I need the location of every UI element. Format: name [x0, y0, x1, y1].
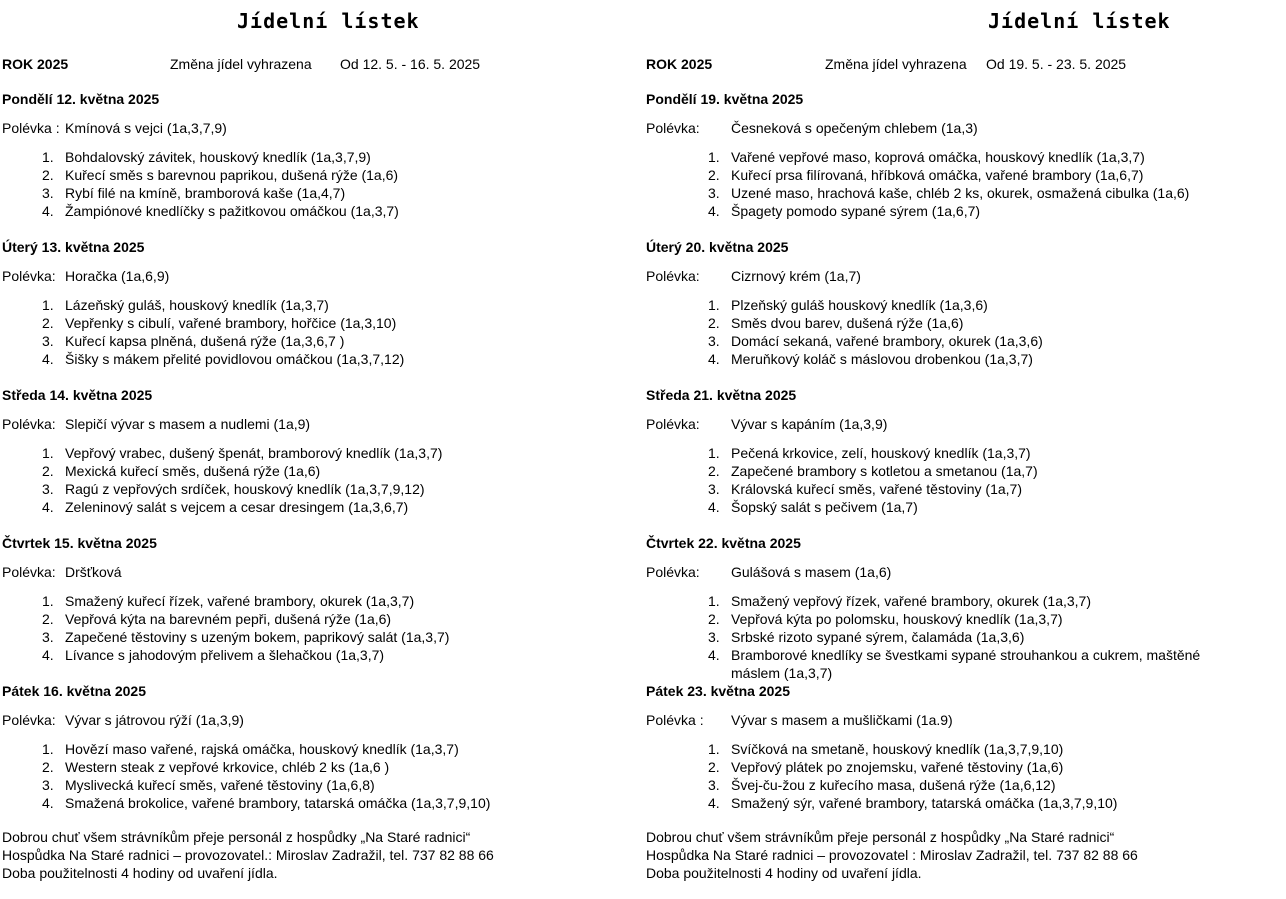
- dish-number: 2.: [42, 463, 54, 479]
- dish-item: [2, 794, 632, 812]
- dish-name: Ragú z vepřových srdíček, houskový knedlík (1a,3,7,9,12): [65, 481, 425, 497]
- day-heading: Čtvrtek 22. května 2025: [646, 535, 801, 551]
- day-heading: Pondělí 19. května 2025: [646, 91, 804, 107]
- dish-number: 4.: [42, 647, 54, 663]
- soup-name: Horačka (1a,6,9): [65, 268, 170, 284]
- dish-item: [646, 740, 1276, 758]
- soup-row: [2, 267, 632, 285]
- dish-number: 3.: [708, 333, 720, 349]
- footer-line: Dobrou chuť všem strávníkům přeje personál z hospůdky „Na Staré radnici“: [646, 829, 1115, 845]
- dish-number: 3.: [42, 629, 54, 645]
- soup-name: Gulášová s masem (1a,6): [731, 564, 892, 580]
- dish-item: [646, 350, 1276, 368]
- day-block: [2, 682, 632, 812]
- dish-item: [2, 758, 632, 776]
- dish-item: [2, 498, 632, 516]
- day-block: [2, 534, 632, 664]
- dish-name: Myslivecká kuřecí směs, vařené těstoviny (1a,6,8): [65, 777, 375, 793]
- dish-number: 2.: [708, 759, 720, 775]
- dish-name: Zapečené těstoviny s uzeným bokem, paprikový salát (1a,3,7): [65, 629, 450, 645]
- soup-row: [646, 267, 1276, 285]
- dish-name: Svíčková na smetaně, houskový knedlík (1a,3,7,9,10): [731, 741, 1064, 757]
- dish-name: Vepřenky s cibulí, vařené brambory, hořčice (1a,3,10): [65, 315, 397, 331]
- menu-column-right: [646, 0, 1276, 899]
- dish-number: 3.: [42, 777, 54, 793]
- dish-item: [646, 184, 1276, 202]
- change-note: Změna jídel vyhrazena: [170, 56, 312, 72]
- soup-name: Vývar s kapáním (1a,3,9): [731, 416, 888, 432]
- dish-item: [2, 610, 632, 628]
- dish-name: Kuřecí směs s barevnou paprikou, dušená rýže (1a,6): [65, 167, 399, 183]
- dish-name: Kuřecí kapsa plněná, dušená rýže (1a,3,6,7 ): [65, 333, 345, 349]
- year-label: ROK 2025: [646, 56, 713, 72]
- dish-number: 4.: [708, 499, 720, 515]
- date-range: Od 12. 5. - 16. 5. 2025: [340, 56, 481, 72]
- dish-item: [2, 166, 632, 184]
- dish-item: [2, 314, 632, 332]
- day-heading: Pátek 16. května 2025: [2, 683, 146, 699]
- dish-number: 2.: [708, 167, 720, 183]
- dish-name: Královská kuřecí směs, vařené těstoviny (1a,7): [731, 481, 1023, 497]
- dish-number: 2.: [42, 611, 54, 627]
- dish-item: [646, 148, 1276, 166]
- menu-footer: [2, 828, 494, 882]
- day-heading: Středa 21. května 2025: [646, 387, 797, 403]
- dish-item: [646, 610, 1276, 628]
- dish-number: 1.: [708, 297, 720, 313]
- dish-item: [2, 350, 632, 368]
- dish-item: [646, 202, 1276, 220]
- footer-line: Hospůdka Na Staré radnici – provozovatel : Miroslav Zadražil, tel. 737 82 88 66: [646, 847, 1138, 863]
- dish-list: [646, 444, 1276, 516]
- soup-name: Vývar s játrovou rýží (1a,3,9): [65, 712, 244, 728]
- dish-item: [2, 740, 632, 758]
- change-note: Změna jídel vyhrazena: [825, 56, 967, 72]
- soup-label: Polévka :: [2, 120, 60, 136]
- dish-number: 1.: [42, 741, 54, 757]
- soup-name: Kmínová s vejci (1a,3,7,9): [65, 120, 227, 136]
- day-block: [646, 386, 1276, 516]
- dish-name: Vepřový vrabec, dušený špenát, bramborový knedlík (1a,3,7): [65, 445, 443, 461]
- soup-label: Polévka :: [646, 712, 704, 728]
- footer-line: Doba použitelnosti 4 hodiny od uvaření jídla.: [2, 865, 278, 881]
- dish-number: 1.: [42, 593, 54, 609]
- dish-item: [646, 314, 1276, 332]
- soup-name: Vývar s masem a mušličkami (1a.9): [731, 712, 953, 728]
- day-block: [2, 386, 632, 516]
- dish-name: Zeleninový salát s vejcem a cesar dresingem (1a,3,6,7): [65, 499, 409, 515]
- dish-number: 1.: [708, 445, 720, 461]
- dish-number: 4.: [42, 351, 54, 367]
- day-block: [646, 534, 1276, 682]
- dish-name: Meruňkový koláč s máslovou drobenkou (1a,3,7): [731, 351, 1033, 367]
- dish-number: 3.: [708, 481, 720, 497]
- soup-row: [646, 415, 1276, 433]
- dish-item: [2, 296, 632, 314]
- dish-item: [646, 462, 1276, 480]
- day-block: [2, 238, 632, 368]
- dish-number: 3.: [42, 481, 54, 497]
- menu-footer: [646, 828, 1138, 882]
- day-block: [646, 682, 1276, 812]
- footer-line: Doba použitelnosti 4 hodiny od uvaření jídla.: [646, 865, 922, 881]
- dish-list: [2, 740, 632, 812]
- dish-name: Rybí filé na kmíně, bramborová kaše (1a,4,7): [65, 185, 346, 201]
- dish-item: [646, 166, 1276, 184]
- dish-name: Švej-ču-žou z kuřecího masa, dušená rýže (1a,6,12): [731, 777, 1056, 793]
- dish-name: Žampiónové knedlíčky s pažitkovou omáčkou (1a,3,7): [65, 203, 399, 219]
- dish-item: [2, 184, 632, 202]
- soup-row: [646, 119, 1276, 137]
- dish-name: Lívance s jahodovým přelivem a šlehačkou (1a,3,7): [65, 647, 385, 663]
- dish-item: [646, 776, 1276, 794]
- dish-name: Mexická kuřecí směs, dušená rýže (1a,6): [65, 463, 321, 479]
- dish-number: 3.: [42, 333, 54, 349]
- day-heading: Čtvrtek 15. května 2025: [2, 535, 157, 551]
- dish-list: [2, 592, 632, 664]
- dish-name: Vepřová kýta na barevném pepři, dušená rýže (1a,6): [65, 611, 392, 627]
- date-range: Od 19. 5. - 23. 5. 2025: [986, 56, 1127, 72]
- dish-list: [646, 296, 1276, 368]
- dish-item: [2, 202, 632, 220]
- dish-item: [2, 462, 632, 480]
- dish-number: 3.: [42, 185, 54, 201]
- dish-list: [646, 740, 1276, 812]
- dish-name: Šišky s mákem přelité povidlovou omáčkou (1a,3,7,12): [65, 351, 405, 367]
- dish-name: Srbské rizoto sypané sýrem, čalamáda (1a,3,6): [731, 629, 1025, 645]
- dish-item: [646, 444, 1276, 462]
- dish-name: Šopský salát s pečivem (1a,7): [731, 499, 918, 515]
- dish-number: 1.: [42, 149, 54, 165]
- dish-number: 4.: [42, 499, 54, 515]
- dish-item: [646, 296, 1276, 314]
- soup-label: Polévka:: [2, 268, 56, 284]
- dish-list: [2, 444, 632, 516]
- dish-number: 4.: [42, 795, 54, 811]
- dish-item: [646, 592, 1276, 610]
- dish-list: [646, 148, 1276, 220]
- dish-name: Smažená brokolice, vařené brambory, tatarská omáčka (1a,3,7,9,10): [65, 795, 491, 811]
- dish-name: Hovězí maso vařené, rajská omáčka, houskový knedlík (1a,3,7): [65, 741, 459, 757]
- dish-number: 3.: [708, 777, 720, 793]
- day-heading: Úterý 20. května 2025: [646, 239, 789, 255]
- day-heading: Úterý 13. května 2025: [2, 239, 145, 255]
- dish-item: [646, 498, 1276, 516]
- dish-number: 4.: [708, 795, 720, 811]
- day-block: [646, 238, 1276, 368]
- dish-name: Vařené vepřové maso, koprová omáčka, houskový knedlík (1a,3,7): [731, 149, 1145, 165]
- soup-row: [646, 711, 1276, 729]
- soup-label: Polévka:: [2, 564, 56, 580]
- dish-item: [2, 480, 632, 498]
- dish-name: Western steak z vepřové krkovice, chléb 2 ks (1a,6 ): [65, 759, 390, 775]
- dish-number: 2.: [708, 611, 720, 627]
- dish-item: [646, 794, 1276, 812]
- dish-number: 1.: [708, 741, 720, 757]
- dish-number: 2.: [42, 315, 54, 331]
- soup-label: Polévka:: [2, 712, 56, 728]
- dish-item: [2, 776, 632, 794]
- soup-name: Slepičí vývar s masem a nudlemi (1a,9): [65, 416, 311, 432]
- day-block: [646, 90, 1276, 220]
- menu-title: Jídelní lístek: [237, 9, 420, 33]
- dish-name: Bramborové knedlíky se švestkami sypané strouhankou a cukrem, maštěné máslem (1a,3,7): [731, 647, 1201, 681]
- dish-number: 3.: [708, 185, 720, 201]
- dish-item: [646, 480, 1276, 498]
- dish-name: Vepřový plátek po znojemsku, vařené těstoviny (1a,6): [731, 759, 1064, 775]
- footer-line: Hospůdka Na Staré radnici – provozovatel.: Miroslav Zadražil, tel. 737 82 88 66: [2, 847, 494, 863]
- soup-row: [2, 711, 632, 729]
- dish-number: 2.: [708, 463, 720, 479]
- soup-name: Dršťková: [65, 564, 122, 580]
- menu-column-left: [2, 0, 632, 899]
- soup-label: Polévka:: [646, 120, 700, 136]
- dish-name: Bohdalovský závitek, houskový knedlík (1a,3,7,9): [65, 149, 371, 165]
- dish-number: 1.: [708, 149, 720, 165]
- dish-item: [2, 332, 632, 350]
- dish-number: 4.: [708, 203, 720, 219]
- dish-item: [2, 148, 632, 166]
- day-block: [2, 90, 632, 220]
- footer-line: Dobrou chuť všem strávníkům přeje personál z hospůdky „Na Staré radnici“: [2, 829, 471, 845]
- day-heading: Pátek 23. května 2025: [646, 683, 790, 699]
- soup-label: Polévka:: [646, 564, 700, 580]
- dish-item: [2, 646, 632, 664]
- dish-name: Domácí sekaná, vařené brambory, okurek (1a,3,6): [731, 333, 1043, 349]
- day-heading: Pondělí 12. května 2025: [2, 91, 160, 107]
- dish-list: [2, 148, 632, 220]
- dish-name: Kuřecí prsa filírovaná, hříbková omáčka, vařené brambory (1a,6,7): [731, 167, 1144, 183]
- dish-name: Vepřová kýta po polomsku, houskový knedlík (1a,3,7): [731, 611, 1063, 627]
- soup-label: Polévka:: [646, 268, 700, 284]
- dish-name: Smažený sýr, vařené brambory, tatarská omáčka (1a,3,7,9,10): [731, 795, 1118, 811]
- dish-item: [646, 758, 1276, 776]
- soup-label: Polévka:: [2, 416, 56, 432]
- soup-row: [646, 563, 1276, 581]
- soup-name: Česneková s opečeným chlebem (1a,3): [731, 120, 978, 136]
- day-heading: Středa 14. května 2025: [2, 387, 153, 403]
- dish-name: Lázeňský guláš, houskový knedlík (1a,3,7): [65, 297, 329, 313]
- dish-list: [2, 296, 632, 368]
- dish-number: 2.: [42, 167, 54, 183]
- dish-name: Špagety pomodo sypané sýrem (1a,6,7): [731, 203, 981, 219]
- dish-number: 2.: [708, 315, 720, 331]
- dish-item: [646, 332, 1276, 350]
- dish-name: Zapečené brambory s kotletou a smetanou (1a,7): [731, 463, 1038, 479]
- soup-name: Cizrnový krém (1a,7): [731, 268, 861, 284]
- dish-number: 4.: [708, 647, 720, 663]
- soup-row: [2, 415, 632, 433]
- dish-item: [2, 444, 632, 462]
- dish-name: Uzené maso, hrachová kaše, chléb 2 ks, okurek, osmažená cibulka (1a,6): [731, 185, 1190, 201]
- dish-item: [2, 592, 632, 610]
- dish-number: 4.: [708, 351, 720, 367]
- dish-number: 1.: [708, 593, 720, 609]
- dish-number: 3.: [708, 629, 720, 645]
- dish-number: 1.: [42, 297, 54, 313]
- dish-item: [2, 628, 632, 646]
- dish-name: Směs dvou barev, dušená rýže (1a,6): [731, 315, 964, 331]
- year-label: ROK 2025: [2, 56, 69, 72]
- dish-item: [646, 628, 1276, 646]
- menu-title: Jídelní lístek: [988, 9, 1171, 33]
- dish-name: Smažený kuřecí řízek, vařené brambory, okurek (1a,3,7): [65, 593, 415, 609]
- dish-number: 4.: [42, 203, 54, 219]
- dish-number: 1.: [42, 445, 54, 461]
- dish-item: [646, 646, 1276, 682]
- dish-name: Smažený vepřový řízek, vařené brambory, okurek (1a,3,7): [731, 593, 1092, 609]
- dish-list: [646, 592, 1276, 682]
- soup-label: Polévka:: [646, 416, 700, 432]
- dish-name: Plzeňský guláš houskový knedlík (1a,3,6): [731, 297, 988, 313]
- dish-number: 2.: [42, 759, 54, 775]
- soup-row: [2, 563, 632, 581]
- soup-row: [2, 119, 632, 137]
- dish-name: Pečená krkovice, zelí, houskový knedlík (1a,3,7): [731, 445, 1031, 461]
